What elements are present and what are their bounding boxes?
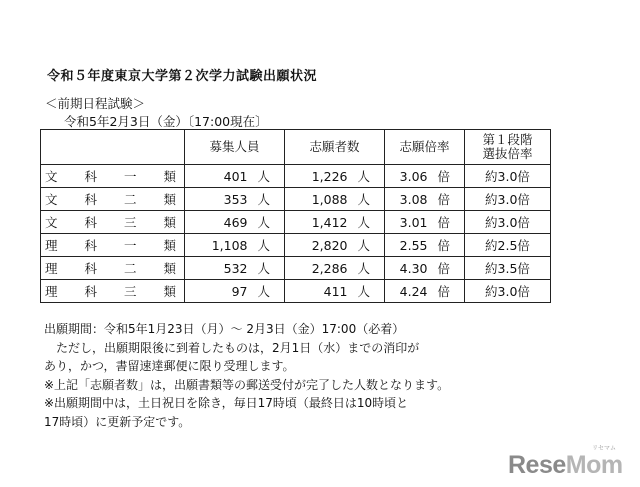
applicants-cell: 1,226 人 <box>285 165 385 188</box>
note-line: ただし，出願期限後に到着したものは，2月1日（水）までの消印が <box>44 340 420 355</box>
table-row <box>41 165 551 188</box>
applicants-cell: 1,088 人 <box>285 188 385 211</box>
table-row <box>41 188 551 211</box>
applicants-cell: 411 人 <box>285 280 385 303</box>
table-header-row <box>41 130 551 165</box>
stage1-ratio-cell: 約3.0倍 <box>465 165 551 188</box>
page-title: 令和５年度東京大学第２次学力試験出願状況 <box>47 69 318 84</box>
stage1-ratio-cell: 約3.5倍 <box>465 257 551 280</box>
ratio-cell: 2.55 倍 <box>385 234 465 257</box>
stage1-ratio-cell: 約3.0倍 <box>465 280 551 303</box>
note-line: 出願期間：令和5年1月23日（月）～ 2月3日（金）17:00（必着） <box>44 322 405 336</box>
category-cell: 文 科 一 類 <box>41 165 185 188</box>
table-row <box>41 257 551 280</box>
capacity-cell: 469 人 <box>185 211 285 234</box>
category-cell: 文 科 三 類 <box>41 211 185 234</box>
session-label: ＜前期日程試験＞ <box>45 96 146 111</box>
header-blank <box>41 130 185 165</box>
applications-table <box>40 129 551 303</box>
category-cell: 理 科 二 類 <box>41 257 185 280</box>
capacity-cell: 97 人 <box>185 280 285 303</box>
capacity-cell: 401 人 <box>185 165 285 188</box>
capacity-cell: 353 人 <box>185 188 285 211</box>
stage1-ratio-cell: 約2.5倍 <box>465 234 551 257</box>
header-stage1-ratio: 第１段階 選抜倍率 <box>465 130 551 165</box>
note-line: ※出願期間中は，土日祝日を除き，毎日17時頃（最終日は10時頃と <box>44 396 409 410</box>
logo-ruby: リセマム <box>592 445 616 452</box>
table-row <box>41 280 551 303</box>
note-line: 17時頃）に更新予定です。 <box>44 414 191 429</box>
stage1-ratio-cell: 約3.0倍 <box>465 188 551 211</box>
category-cell: 文 科 二 類 <box>41 188 185 211</box>
note-line: あり，かつ，書留速達郵便に限り受理します。 <box>44 359 295 373</box>
header-ratio: 志願倍率 <box>385 130 465 165</box>
header-applicants: 志願者数 <box>285 130 385 165</box>
table-row <box>41 234 551 257</box>
as-of-date: 令和5年2月3日（金）〔17:00現在〕 <box>64 114 268 129</box>
note-line: ※上記「志願者数」は，出願書類等の郵送受付が完了した人数となります。 <box>44 377 450 392</box>
capacity-cell: 532 人 <box>185 257 285 280</box>
ratio-cell: 3.06 倍 <box>385 165 465 188</box>
capacity-cell: 1,108 人 <box>185 234 285 257</box>
resemom-logo: ReseMom <box>508 451 623 479</box>
category-cell: 理 科 三 類 <box>41 280 185 303</box>
ratio-cell: 3.01 倍 <box>385 211 465 234</box>
stage1-ratio-cell: 約3.0倍 <box>465 211 551 234</box>
table-row <box>41 211 551 234</box>
applicants-cell: 1,412 人 <box>285 211 385 234</box>
ratio-cell: 4.24 倍 <box>385 280 465 303</box>
header-capacity: 募集人員 <box>185 130 285 165</box>
category-cell: 理 科 一 類 <box>41 234 185 257</box>
ratio-cell: 4.30 倍 <box>385 257 465 280</box>
notes-block <box>44 320 449 431</box>
ratio-cell: 3.08 倍 <box>385 188 465 211</box>
applicants-cell: 2,286 人 <box>285 257 385 280</box>
applicants-cell: 2,820 人 <box>285 234 385 257</box>
